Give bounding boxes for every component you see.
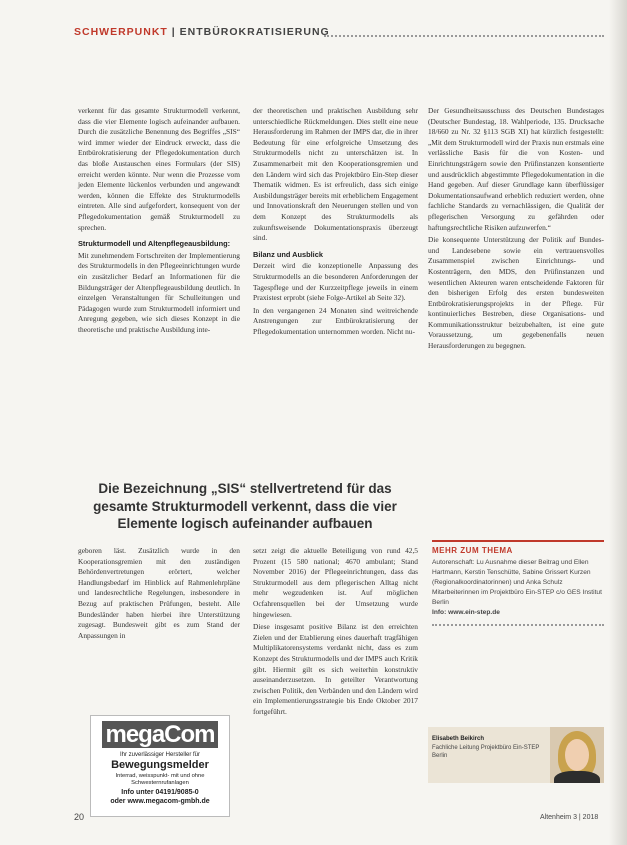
more-on-topic-box — [432, 540, 604, 626]
column-2-paragraph-2: Derzeit wird die konzeptionelle Anpassung des Strukturmodells an die besonderen Anforderungen der Tagespflege und der Kurzzeitpflege jeweils in einem Praxistest erprobt (siehe Folge-Artikel ab Seite 32). — [253, 261, 418, 303]
more-on-topic-link[interactable]: Info: www.ein-step.de — [432, 609, 500, 616]
page-number: 20 — [74, 812, 85, 822]
header-dotted-rule — [324, 35, 604, 37]
column-2-heading: Bilanz und Ausblick — [253, 249, 323, 259]
lower-column-1-paragraph: geboren läst. Zusätzlich wurde in den Kooperationsgremien mit den zuständigen Behördenvertretungen erörtert, welcher Handlungsbedarf im Hinblick auf Rahmenlehrpläne und landesrechtliche Regelungen, insbesondere in Bezug auf praktischen Prüfungen, besteht. Alle Bundesländer haben hierbei ihre Unterstützung zugesagt. Bundesweit gibt es zum Stand der Anpassungen in — [78, 546, 240, 640]
photo-shirt — [554, 771, 600, 783]
section-topic: ENTBÜROKRATISIERUNG — [179, 26, 330, 38]
author-profile — [428, 727, 604, 783]
author-name: Elisabeth Beikirch — [432, 736, 485, 742]
advertiser-logo — [100, 720, 220, 750]
box-accent-rule — [432, 540, 604, 542]
column-3-paragraph-2: Die konsequente Unterstützung der Politik auf Bundes- und Landesebene sowie ein vertrauensvolles Zusammenspiel zwischen Einrichtungs- und Kostenträgern, den MDS, den Prüfinstanzen und wesentlichen Akteuren waren entscheidende Faktoren für den bisherigen Erfolg des ersten bundesweiten Entbürokratisierungsprojekts in der Pflege. Für kontinuierliches Bestreben, diese Organisations- und Kommunikationsstruktur beizubehalten, ist eine gute Voraussetzung, um gegebenenfalls neuen Herausforderungen zu begegnen. — [428, 235, 604, 351]
section-header — [74, 26, 604, 40]
author-city: Berlin — [432, 753, 448, 759]
advertisement[interactable] — [90, 715, 230, 817]
ad-line-1: Ihr zuverlässiger Hersteller für — [119, 752, 201, 758]
column-1-paragraph-2: Mit zunehmendem Fortschreiten der Implementierung des Strukturmodells in den Pflegeeinrichtungen wurde ein zusätzlicher Bedarf an Informationen für die Bildungsträger der Altenpflegeausbildung deutlich. In einzelgen Veranstaltungen für Schulleitungen und Pädagogen wurde zum Strukturmodell informiert und Anregung gegeben, wie sich dieses Konzept in die theoretische und praktische Ausbildung inte- — [78, 250, 240, 334]
column-2 — [253, 106, 418, 339]
logo-text: megaCom — [102, 721, 217, 748]
ad-line-3: Interrad, weisspunkt- mit und ohne Schwesternrufanlagen — [115, 773, 205, 786]
column-2-paragraph-1: der theoretischen und praktischen Ausbildung sehr unterschiedliche Rückmeldungen. Dies stellt eine neue Herausforderung im Rahmen der IMPS dar, die in ihrer Bedeutung für eine erfolgreiche Umsetzung des Strukturmodells nicht zu unterschätzen ist. In Zusammenarbeit mit den Kooperationsgremien und den Ländern wird sich das Projektbüro Ein-Step dieser Thematik widmen. Es ist erfreulich, dass sich einige Ausbildungsträger bereits mit erheblichem Engagement und Innovationskraft den Neuerungen stellen und von dem Konzept des Strukturmodells als zukunftsweisende Dokumentationspraxis überzeugt sind. — [253, 106, 419, 243]
page-fold-shadow — [609, 0, 627, 845]
lower-column-2 — [253, 546, 418, 720]
more-on-topic-text: Autorenschaft: Lu Ausnahme dieser Beitrag und Ellen Hartmann, Kerstin Tenschütte, Sabine Grissert Kurzen (Regionalkoordinatorinnen) und Anka Schulz Mitarbeiterinnen im Projektbüro Ein-STEP c/o GES Institut Berlin — [432, 559, 602, 606]
ad-headline: Bewegungsmelder — [111, 759, 209, 771]
box-dotted-rule — [432, 624, 604, 626]
column-2-paragraph-3: In den vergangenen 24 Monaten sind weitreichende Anstrengungen zur Entbürokratisierung der Pflegedokumentation unternommen worden. Nicht nu- — [253, 305, 418, 336]
column-1 — [78, 106, 240, 337]
column-3 — [428, 106, 604, 354]
author-role: Fachliche Leitung Projektbüro Ein-STEP — [432, 744, 540, 751]
pull-quote: Die Bezeichnung „SIS“ stellvertretend für das gesamte Strukturmodell verkennt, dass die vier Elemente logisch aufeinander aufbauen — [93, 481, 397, 531]
lower-column-2-paragraph-2: Diese insgesamt positive Bilanz ist den erreichten Zielen und der Etablierung eines dauerhaft tragfähigen Multiplikatorensystems verdankt nicht, dass es zum Konzept des Strukturmodells und der IMPS auch Kritik gibt. Hiermit gilt es sich weiterhin konstruktiv auseinanderzusetzen. In geteilter Verantwortung zwischen Politik, den Verbänden und den Ländern wird ein Implementierungsstrategie bis Ende Oktober 2017 fortgeführt. — [253, 622, 418, 716]
column-3-paragraph-1: Der Gesundheitsausschuss des Deutschen Bundestages (Deutscher Bundestag, 18. Wahlperiode, 135. Drucksache 18/660 zu Nr. 32 §113 SGB XI) hat kürzlich festgestellt: „Mit dem Strukturmodell wird der Praxis nun erstmals eine verlässliche Basis für die von Kosten- und Einrichtungsträgern sowie den Prüfinstanzen konsentierte und ausdrücklich abgestimmte Pflegedokumentation in die Hand gegeben. Auf dieser Grundlage kann überflüssiger Dokumentationsaufwand erheblich reduziert werden, ohne fachliche Standards zu vernachlässigen, die Qualität der pflegerischen Versorgung zu gefährden oder haftungsrechtliche Risiken aufzuwerfen.“ — [428, 106, 604, 232]
lower-column-1 — [78, 546, 240, 643]
section-separator: | — [171, 26, 176, 38]
column-1-heading: Strukturmodell und Altenpflegeausbildung: — [78, 239, 231, 249]
author-photo — [550, 727, 604, 783]
author-info — [432, 735, 544, 761]
column-1-paragraph-1: verkennt für das gesamte Strukturmodell verkennt, dass die vier Elemente logisch aufeinander aufbauen. Durch die zusätzliche Benennung des Begriffes „SIS“ wird immer wieder der Eindruck erweckt, dass die Entbürokratisierung der Pflegedokumentation durch das bloße Austauschen eines Formulars (der SIS) erreicht werden könnte. Nur wenn die Prozesse vom jeden Elemente lückenlos verbunden und angewandt werden, können die Effekte des Strukturmodells eintreten. Alle sind aufgefordert, konsequent von der Pflegedokumentation gemäß Strukturmodell zu sprechen. — [78, 106, 240, 232]
ad-phone: Info unter 04191/9085-0 — [121, 789, 199, 796]
section-label: SCHWERPUNKT — [74, 26, 168, 38]
more-on-topic-title: MEHR ZUM THEMA — [432, 546, 513, 555]
photo-face — [565, 739, 589, 771]
ad-website[interactable]: oder www.megacom-gmbh.de — [110, 798, 210, 805]
journal-issue: Altenheim 3 | 2018 — [540, 814, 599, 821]
lower-column-2-paragraph-1: setzt zeigt die aktuelle Beteiligung von rund 42,5 Prozent (15 580 national; 4670 ambulant; Stand November 2016) der Pflegeeinrichtungen, dass das Strukturmodell aus dem pflegerischen Alltag nicht mehr wegzudenken ist. Auf möglichen Ocfahrensquellen bei der Umsetzung wurde hingewiesen. — [253, 546, 418, 619]
